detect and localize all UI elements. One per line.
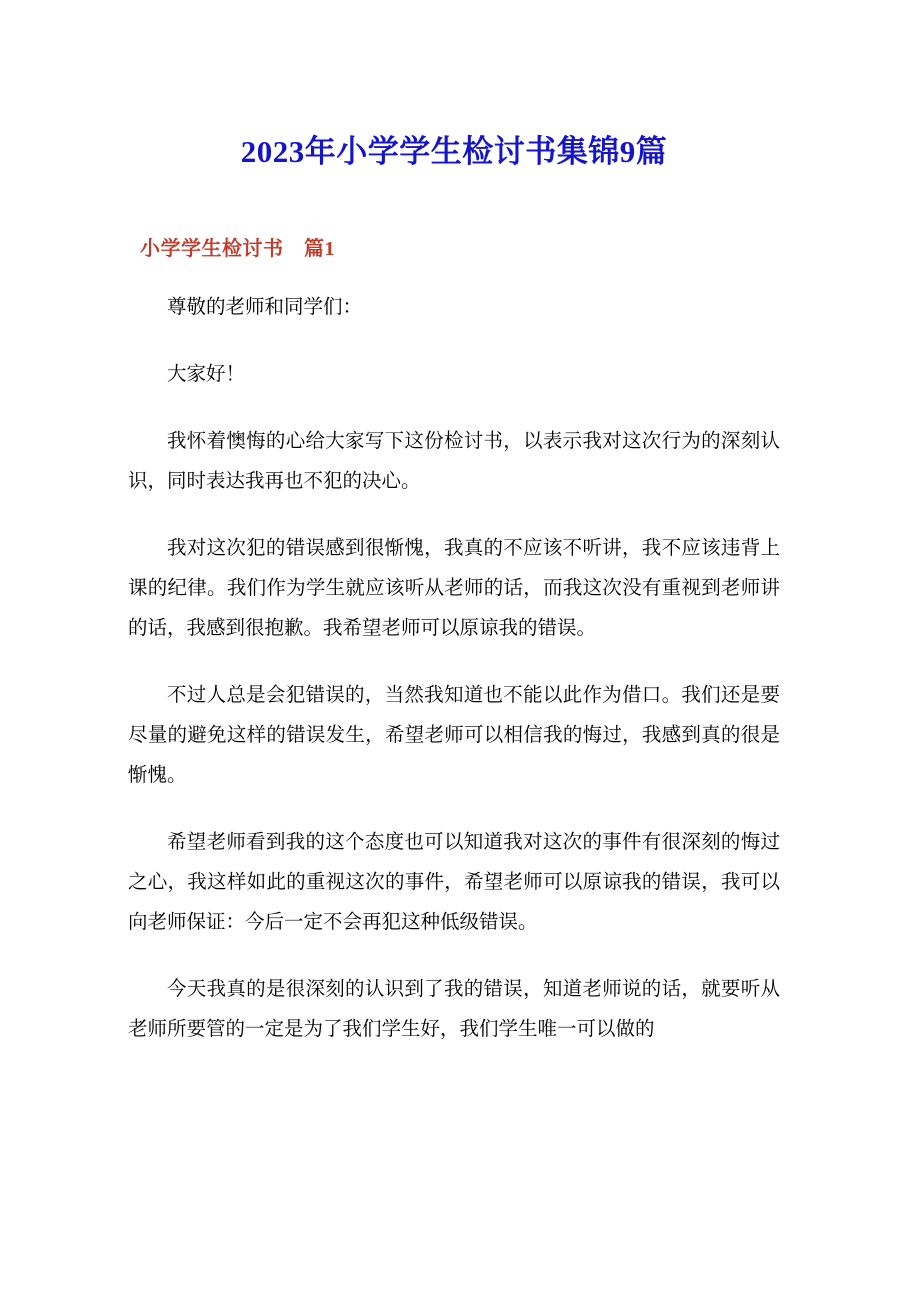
paragraph-body-2: 我对这次犯的错误感到很惭愧，我真的不应该不听讲，我不应该违背上课的纪律。我们作为学生就应该听从老师的话，而我这次没有重视到老师讲的话，我感到很抱歉。我希望老师可以原谅我的错误。 xyxy=(128,538,780,640)
paragraph-greeting: 大家好！ xyxy=(167,364,246,386)
paragraph-body-1: 我怀着懊悔的心给大家写下这份检讨书，以表示我对这次行为的深刻认识，同时表达我再也不犯的决心。 xyxy=(128,431,780,493)
section-heading: 小学学生检讨书 篇1 xyxy=(140,238,335,261)
paragraph-body-4: 希望老师看到我的这个态度也可以知道我对这次的事件有很深刻的悔过之心，我这样如此的重视这次的事件，希望老师可以原谅我的错误，我可以向老师保证：今后一定不会再犯这种低级错误。 xyxy=(128,831,780,933)
paragraph-body-5: 今天我真的是很深刻的认识到了我的错误，知道老师说的话，就要听从老师所要管的一定是为了我们学生好，我们学生唯一可以做的 xyxy=(128,978,780,1040)
page-title: 2023年小学学生检讨书集锦9篇 xyxy=(240,134,668,169)
paragraph-body-3: 不过人总是会犯错误的，当然我知道也不能以此作为借口。我们还是要尽量的避免这样的错误发生，希望老师可以相信我的悔过，我感到真的很是惭愧。 xyxy=(128,685,780,787)
paragraph-salutation: 尊敬的老师和同学们： xyxy=(167,297,363,319)
